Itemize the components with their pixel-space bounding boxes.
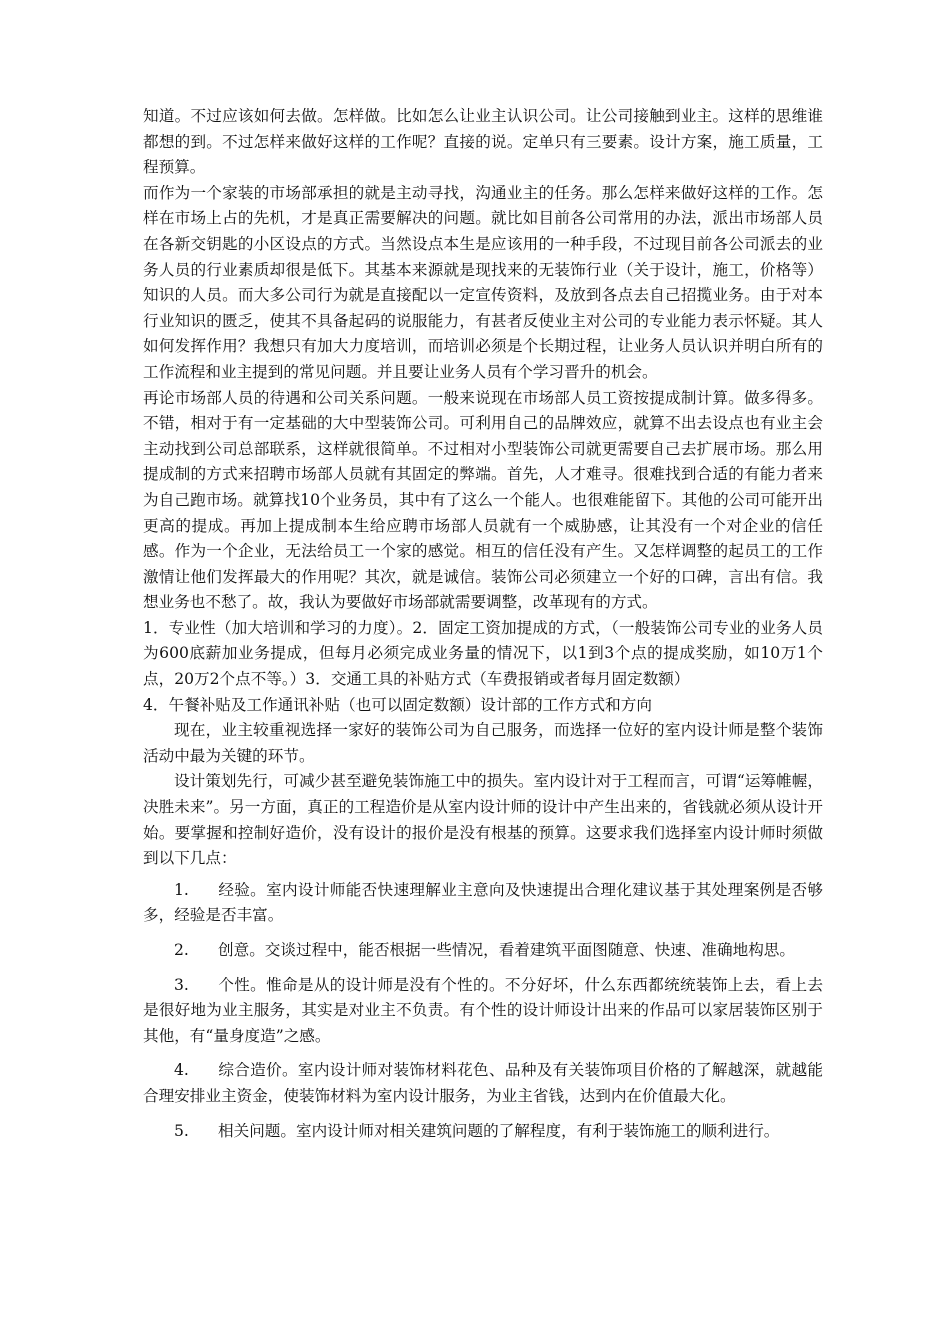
list-item-text: 创意。交谈过程中，能否根据一些情况，看着建筑平面图随意、快速、准确地构思。	[218, 941, 795, 959]
list-item-text: 综合造价。室内设计师对装饰材料花色、品种及有关装饰项目价格的了解越深，就越能合理安排业主资金，使装饰材料为室内设计服务，为业主省钱，达到内在价值最大化。	[143, 1061, 823, 1105]
list-item-number: 5.	[174, 1121, 189, 1140]
list-item-creativity	[143, 938, 823, 964]
list-item-personality	[143, 973, 823, 1050]
list-item-text: 个性。惟命是从的设计师是没有个性的。不分好坏，什么东西都统统装饰上去，看上去是很好地为业主服务，其实是对业主不负责。有个性的设计师设计出来的作品可以家居装饰区别于其他，有“量身度造”之感。	[143, 975, 823, 1045]
list-item-number: 2.	[174, 941, 189, 959]
document-body	[143, 104, 823, 1144]
paragraph-market-dept: 而作为一个家装的市场部承担的就是主动寻找，沟通业主的任务。那么怎样来做好这样的工作。怎样在市场上占的先机，才是真正需要解决的问题。就比如目前各公司常用的办法，派出市场部人员在各新交钥匙的小区设点的方式。当然设点本生是应该用的一种手段，不过现目前各公司派去的业务人员的行业素质却很是低下。其基本来源就是现找来的无装饰行业（关于设计，施工，价格等）知识的人员。而大多公司行为就是直接配以一定宣传资料，及放到各点去自己招揽业务。由于对本行业知识的匮乏，使其不具备起码的说服能力，有甚者反使业主对公司的专业能力表示怀疑。其人如何发挥作用？我想只有加大力度培训，而培训必须是个长期过程，让业务人员认识并明白所有的工作流程和业主提到的常见问题。并且要让业务人员有个学习晋升的机会。	[143, 183, 823, 381]
list-item-text: 相关问题。室内设计师对相关建筑问题的了解程度，有利于装饰施工的顺利进行。	[218, 1121, 780, 1140]
list-item-text: 经验。室内设计师能否快速理解业主意向及快速提出合理化建议基于其处理案例是否够多，经验是否丰富。	[143, 880, 823, 925]
list-item-number: 1.	[174, 880, 189, 899]
paragraph-designer-choice: 现在，业主较重视选择一家好的装饰公司为自己服务，而选择一位好的室内设计师是整个装饰活动中最为关键的环节。	[143, 721, 823, 765]
paragraph-intro: 知道。不过应该如何去做。怎样做。比如怎么让业主认识公司。让公司接触到业主。这样的思维谁都想的到。不过怎样来做好这样的工作呢？直接的说。定单只有三要素。设计方案，施工质量，工程预算。	[143, 107, 823, 177]
paragraph-measures: 1．专业性（加大培训和学习的力度）。2．固定工资加提成的方式，（一般装饰公司专业的业务人员为600底薪加业务提成，但每月必须完成业务量的情况下，以1到3个点的提成奖励，如10万1个点，20万2个点不等。）3．交通工具的补贴方式（车费报销或者每月固定数额）	[143, 618, 823, 689]
list-item-number: 3.	[174, 975, 189, 994]
paragraph-salary: 再论市场部人员的待遇和公司关系问题。一般来说现在市场部人员工资按提成制计算。做多得多。不错，相对于有一定基础的大中型装饰公司。可利用自己的品牌效应，就算不出去设点也有业主会主动找到公司总部联系，这样就很简单。不过相对小型装饰公司就更需要自己去扩展市场。那么用提成制的方式来招聘市场部人员就有其固定的弊端。首先，人才难寻。很难找到合适的有能力者来为自己跑市场。就算找10个业务员，其中有了这么一个能人。也很难能留下。其他的公司可能开出更高的提成。再加上提成制本生给应聘市场部人员就有一个威胁感，让其没有一个对企业的信任感。作为一个企业，无法给员工一个家的感觉。相互的信任没有产生。又怎样调整的起员工的工作激情让他们发挥最大的作用呢？其次，就是诚信。装饰公司必须建立一个好的口碑，言出有信。我想业务也不愁了。故，我认为要做好市场部就需要调整，改革现有的方式。	[143, 388, 823, 612]
list-item-cost	[143, 1058, 823, 1109]
paragraph-design-planning: 设计策划先行，可减少甚至避免装饰施工中的损失。室内设计对于工程而言，可谓“运筹帷幄，决胜未来”。另一方面，真正的工程造价是从室内设计师的设计中产生出来的，省钱就必须从设计开始。要掌握和控制好造价，没有设计的报价是没有根基的预算。这要求我们选择室内设计师时须做到以下几点：	[143, 772, 823, 868]
list-item-number: 4.	[174, 1061, 189, 1080]
list-item-experience	[143, 878, 823, 929]
paragraph-lunch-subsidy: 4．午餐补贴及工作通讯补贴（也可以固定数额）设计部的工作方式和方向	[143, 695, 652, 714]
list-item-related-issues	[143, 1119, 823, 1145]
